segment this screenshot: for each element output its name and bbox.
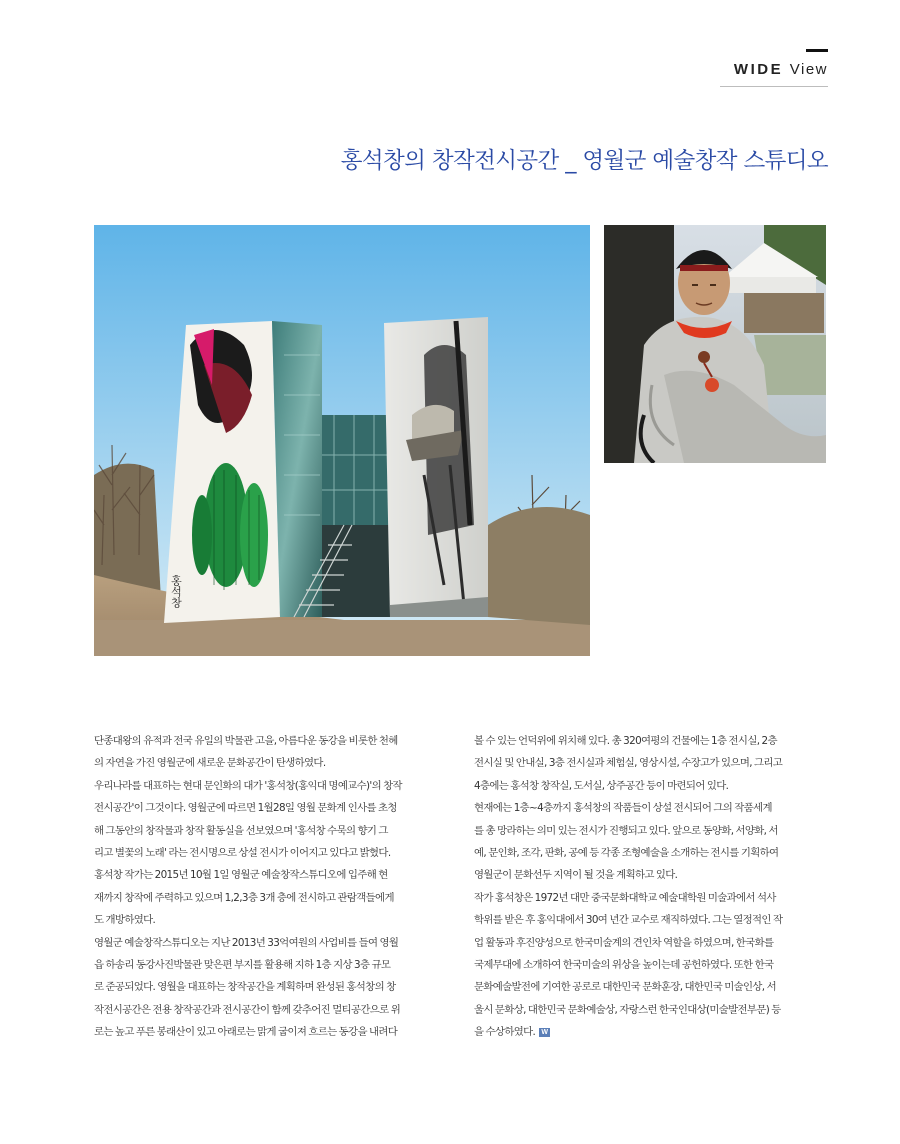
article-line-text: 을 수상하였다.: [474, 1026, 536, 1039]
article-line: 홍석창 작가는 2015년 10월 1일 영월군 예술창작스튜디오에 입주해 현: [94, 869, 388, 882]
painting-signature: 홍석창: [169, 575, 183, 608]
article-line: 전시공간'이 그것이다. 영월군에 따르면 1월28일 영월 문화계 인사를 초청: [94, 802, 397, 815]
article-line: 로는 높고 푸른 봉래산이 있고 아래로는 맑게 굽이져 흐르는 동강을 내려다: [94, 1026, 398, 1039]
header-rule-bottom: [720, 86, 828, 87]
article-line: 학위를 받은 후 홍익대에서 30여 년간 교수로 재직하였다. 그는 열정적인 작: [474, 914, 783, 927]
article-line: 울시 문화상, 대한민국 문화예술상, 자랑스런 한국인대상(미술발전부문) 등: [474, 1003, 781, 1016]
article-line: 도 개방하였다.: [94, 914, 156, 927]
article-line: 볼 수 있는 언덕위에 위치해 있다. 총 320여평의 건물에는 1층 전시실, 2층: [474, 735, 777, 747]
article-line: 문화예술발전에 기여한 공로로 대한민국 문화훈장, 대한민국 미술인상, 서: [474, 981, 776, 994]
article-line: 우리나라를 대표하는 현대 문인화의 대가 '홍석창(홍익대 명예교수)'의 창작: [94, 779, 402, 792]
section-label-light: View: [789, 61, 828, 78]
article-line: 국제무대에 소개하여 한국미술의 위상을 높이는데 공헌하였다. 또한 한국: [474, 959, 774, 972]
article-line: 로 준공되었다. 영월을 대표하는 창작공간을 계획하며 완성된 홍석창의 창: [94, 981, 396, 994]
end-mark-icon: W: [539, 1028, 550, 1037]
article-line: 작가 홍석창은 1972년 대만 중국문화대학교 예술대학원 미술과에서 석사: [474, 891, 776, 904]
article-line: 를 총 망라하는 의미 있는 전시가 진행되고 있다. 앞으로 동양화, 서양화, 서: [474, 824, 778, 837]
article-column-left: [94, 730, 456, 1044]
studio-building-photo: [94, 225, 590, 656]
section-label: [734, 61, 828, 78]
article-line: 영월군 예술창작스튜디오는 지난 2013년 33억여원의 사업비를 들여 영월: [94, 936, 399, 949]
article-column-right: [474, 730, 836, 1044]
article-line: 업 활동과 후진양성으로 한국미술계의 견인차 역할을 하였으며, 한국화를: [474, 936, 774, 949]
page-title: 홍석창의 창작전시공간 _ 영월군 예술창작 스튜디오: [340, 148, 828, 174]
article-line: 현재에는 1층~4층까지 홍석창의 작품들이 상설 전시되어 그의 작품세계: [474, 802, 772, 815]
article-line: 해 그동안의 창작물과 창작 활동실을 선보였으며 '홍석창 수묵의 향기 그: [94, 824, 388, 837]
article-line: 예, 문인화, 조각, 판화, 공예 등 각종 조형예술을 소개하는 전시를 기획하여: [474, 847, 779, 860]
section-label-strong: WIDE: [733, 61, 784, 78]
article-line: 단종대왕의 유적과 전국 유일의 박물관 고을, 아름다운 동강을 비롯한 천혜: [94, 735, 398, 747]
article-line: 읍 하송리 동강사진박물관 맞은편 부지를 활용해 지하 1층 지상 3층 규모: [94, 959, 391, 972]
article-last-line: [474, 1021, 836, 1043]
article-line: 재까지 창작에 주력하고 있으며 1,2,3층 3개 층에 전시하고 관람객들에게: [94, 891, 394, 904]
article-line: 의 자연을 가진 영월군에 새로운 문화공간이 탄생하였다.: [94, 757, 326, 770]
article-line: 4층에는 홍석창 창작실, 도서실, 상주공간 등이 마련되어 있다.: [474, 779, 729, 792]
article-line: 영월군이 문화선두 지역이 될 것을 계획하고 있다.: [474, 869, 678, 882]
header-rule-top: [806, 49, 828, 52]
artist-portrait-photo: [604, 225, 826, 463]
article-line: 작전시공간은 전용 창작공간과 전시공간이 함께 갖추어진 멀티공간으로 위: [94, 1003, 401, 1016]
article-line: 리고 별꽃의 노래' 라는 전시명으로 상설 전시가 이어지고 있다고 밝혔다.: [94, 847, 391, 860]
article-line: 전시실 및 안내실, 3층 전시실과 체험실, 영상시설, 수장고가 있으며, 그리고: [474, 757, 783, 770]
